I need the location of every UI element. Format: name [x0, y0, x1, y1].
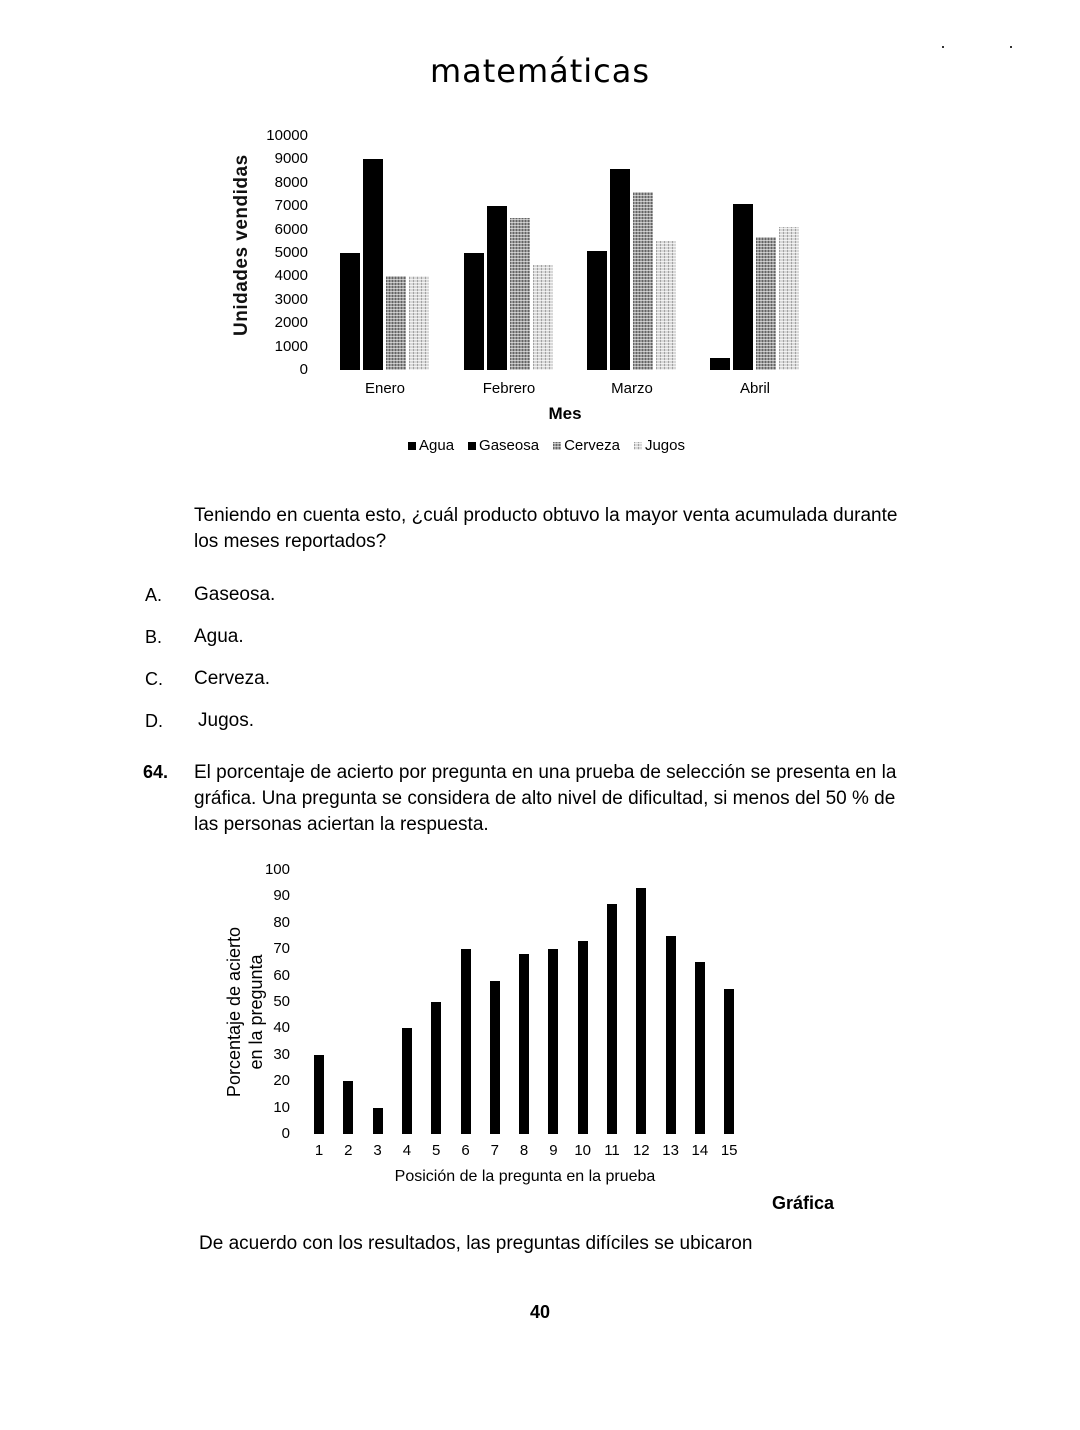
chart2-x-axis-label: Posición de la pregunta en la prueba — [394, 1168, 656, 1185]
bar-question-9 — [548, 949, 558, 1134]
figure-caption: Gráfica — [772, 1193, 835, 1213]
y-tick-label: 8000 — [274, 173, 308, 191]
y-tick-label: 10 — [273, 1098, 290, 1116]
option-d[interactable]: D. Jugos. — [145, 710, 254, 731]
question64-stem: El porcentaje de acierto por pregunta en una prueba de selección se presenta en la gráfica. Una pregunta se considera de alto nivel de dificultad, si menos del 50 % de las personas aciertan la respuesta. — [194, 762, 897, 835]
bar-question-3 — [373, 1108, 383, 1134]
option-a[interactable]: A. Gaseosa. — [145, 584, 276, 605]
y-tick-label: 4000 — [274, 267, 308, 285]
x-category-label: 15 — [720, 1142, 738, 1159]
bar-question-13 — [666, 936, 676, 1134]
x-category-label: 5 — [432, 1142, 441, 1159]
x-category-label: 4 — [402, 1142, 412, 1159]
y-tick-label: 9000 — [274, 150, 308, 168]
bar-question-11 — [607, 904, 617, 1134]
x-category-label: 7 — [490, 1142, 499, 1159]
legend-item-gaseosa: Gaseosa — [468, 437, 539, 454]
x-category-label: 8 — [519, 1142, 529, 1159]
y-tick-label: 50 — [273, 993, 290, 1010]
legend-item-agua: Agua — [408, 437, 454, 454]
x-category-label: 3 — [373, 1142, 382, 1159]
x-category-label: 11 — [604, 1142, 620, 1159]
x-category-label: Enero — [364, 380, 406, 397]
x-category-label: 13 — [662, 1142, 679, 1159]
page-number: 40 — [529, 1302, 551, 1322]
x-category-label: 1 — [314, 1142, 324, 1159]
y-tick-label: 30 — [273, 1045, 290, 1063]
chart2-plot-area — [305, 870, 745, 1134]
bar-question-5 — [431, 1002, 441, 1134]
y-tick-label: 0 — [281, 1125, 290, 1142]
x-category-label: 2 — [344, 1142, 353, 1159]
x-category-label: 9 — [549, 1142, 558, 1159]
bar-question-7 — [490, 981, 500, 1134]
bar-question-14 — [695, 962, 705, 1134]
option-b[interactable]: B. Agua. — [145, 626, 244, 647]
y-tick-label: 80 — [273, 913, 290, 931]
x-category-label: 10 — [574, 1142, 592, 1159]
x-category-label: 14 — [691, 1142, 709, 1159]
y-tick-label: 70 — [273, 940, 290, 958]
y-tick-label: 7000 — [274, 197, 308, 215]
bar-question-1 — [314, 1055, 324, 1134]
bar-question-2 — [343, 1081, 353, 1134]
y-tick-label: 0 — [299, 361, 308, 378]
y-tick-label: 2000 — [274, 314, 308, 332]
y-tick-label: 5000 — [274, 244, 308, 261]
y-tick-label: 10000 — [266, 127, 308, 144]
option-c[interactable]: C. Cerveza. — [145, 668, 271, 689]
bar-question-15 — [724, 989, 734, 1134]
y-tick-label: 6000 — [274, 220, 308, 238]
bar-question-6 — [461, 949, 471, 1134]
bar-question-10 — [578, 941, 588, 1134]
y-tick-label: 100 — [264, 861, 290, 878]
chart1-x-axis-label: Mes — [548, 404, 582, 423]
x-category-label: Marzo — [611, 380, 653, 397]
question64-number: 64. — [143, 762, 169, 782]
x-category-label: Abril — [739, 380, 770, 397]
chart1-y-axis-label: Unidades vendidas — [231, 154, 252, 336]
bar-question-4 — [402, 1028, 412, 1134]
y-tick-label: 40 — [273, 1019, 290, 1037]
y-tick-label: 90 — [273, 887, 290, 905]
y-tick-label: 1000 — [274, 337, 308, 355]
chart2-y-axis-label: Porcentaje de acierto en la pregunta — [224, 926, 266, 1098]
x-category-label: 12 — [632, 1142, 650, 1159]
question63-stem: Teniendo en cuenta esto, ¿cuál producto obtuvo la mayor venta acumulada durante los meses reportados? — [194, 505, 898, 552]
y-tick-label: 60 — [273, 966, 290, 984]
question64-followup: De acuerdo con los resultados, las preguntas difíciles se ubicaron — [199, 1233, 753, 1254]
legend-item-cerveza: Cerveza — [553, 437, 620, 454]
x-category-label: Febrero — [482, 380, 536, 397]
y-tick-label: 3000 — [274, 290, 308, 308]
legend-item-jugos: Jugos — [634, 437, 685, 454]
bar-question-8 — [519, 954, 529, 1134]
y-tick-label: 20 — [273, 1072, 290, 1090]
x-category-label: 6 — [461, 1142, 470, 1159]
bar-question-12 — [636, 888, 646, 1134]
page-header-title: matemáticas — [429, 52, 651, 90]
